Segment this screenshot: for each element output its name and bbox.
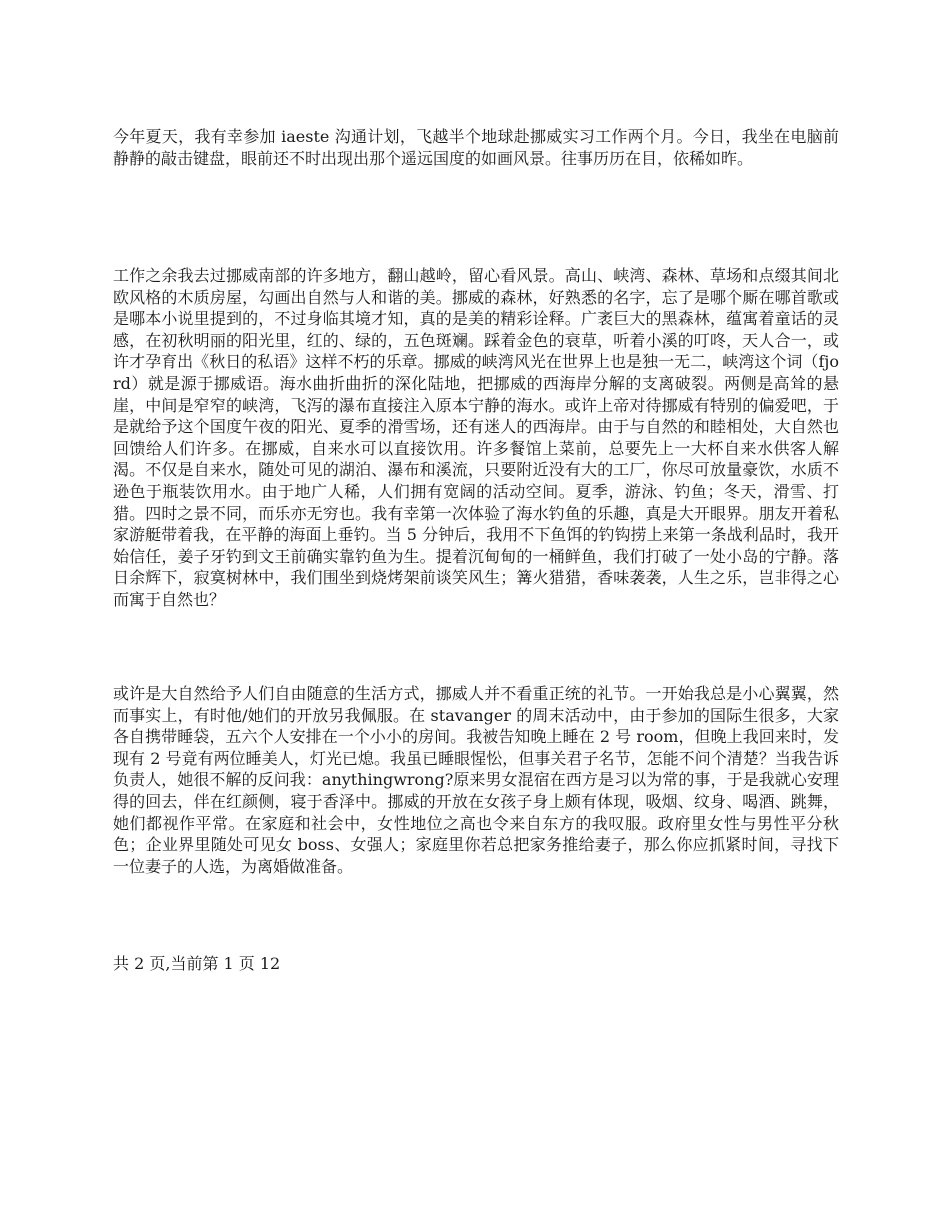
paragraph-intro: 今年夏天，我有幸参加 iaeste 沟通计划，飞越半个地球赴挪威实习工作两个月。今日，我坐在电脑前静静的敲击键盘，眼前还不时出现出那个遥远国度的如画风景。往事历历在目，依稀如昨。 — [113, 127, 839, 168]
paragraph-culture: 或许是大自然给予人们自由随意的生活方式，挪威人并不看重正统的礼节。一开始我总是小心翼翼，然而事实上，有时他/她们的开放另我佩服。在 stavanger 的周末活动中，由于参加的国际生很多，大家各自携带睡袋，五六个人安排在一个小小的房间。我被告知晚上睡在 2 号 room，但晚上我回来时，发现有 2 号竟有两位睡美人，灯光已熄。我虽已睡眼惺忪，但事关君子名节，怎能不问个清楚？当我告诉负责人，她很不解的反问我：anythingwrong?原来男女混宿在西方是习以为常的事，于是我就心安理得的回去，伴在红颜侧，寝于香泽中。挪威的开放在女孩子身上颇有体现，吸烟、纹身、喝酒、跳舞，她们都视作平常。在家庭和社会中，女性地位之高也令来自东方的我叹服。政府里女性与男性平分秋色；企业界里随处可见女 boss、女强人；家庭里你若总把家务推给妻子，那么你应抓紧时间，寻找下一位妻子的人选，为离婚做准备。 — [113, 684, 839, 876]
page-footer: 共 2 页,当前第 1 页 12 — [113, 954, 281, 973]
paragraph-scenery: 工作之余我去过挪威南部的许多地方，翻山越岭，留心看风景。高山、峡湾、森林、草场和点缀其间北欧风格的木质房屋，勾画出自然与人和谐的美。挪威的森林，好熟悉的名字，忘了是哪个厮在哪首歌或是哪本小说里提到的，不过身临其境才知，真的是美的精彩诠释。广袤巨大的黑森林，蕴寓着童话的灵感，在初秋明丽的阳光里，红的、绿的，五色斑斓。踩着金色的衰草，听着小溪的叮咚，天人合一，或许才孕育出《秋日的私语》这样不朽的乐章。挪威的峡湾风光在世界上也是独一无二，峡湾这个词（fjord）就是源于挪威语。海水曲折曲折的深化陆地，把挪威的西海岸分解的支离破裂。两侧是高耸的悬崖，中间是窄窄的峡湾，飞泻的瀑布直接注入原本宁静的海水。或许上帝对待挪威有特别的偏爱吧，于是就给予这个国度午夜的阳光、夏季的滑雪场，还有迷人的西海岸。由于与自然的和睦相处，大自然也回馈给人们许多。在挪威，自来水可以直接饮用。许多餐馆上菜前，总要先上一大杯自来水供客人解渴。不仅是自来水，随处可见的湖泊、瀑布和溪流，只要附近没有大的工厂，你尽可放量豪饮，水质不逊色于瓶装饮用水。由于地广人稀，人们拥有宽阔的活动空间。夏季，游泳、钓鱼；冬天，滑雪、打猎。四时之景不同，而乐亦无穷也。我有幸第一次体验了海水钓鱼的乐趣，真是大开眼界。朋友开着私家游艇带着我，在平静的海面上垂钓。当 5 分钟后，我用不下鱼饵的钓钩捞上来第一条战利品时，我开始信任，姜子牙钓到文王前确实靠钓鱼为生。提着沉甸甸的一桶鲜鱼，我们打破了一处小岛的宁静。落日余辉下，寂寞树林中，我们围坐到烧烤架前谈笑风生；篝火猎猎，香味袭袭，人生之乐，岂非得之心而寓于自然也？ — [113, 266, 839, 609]
